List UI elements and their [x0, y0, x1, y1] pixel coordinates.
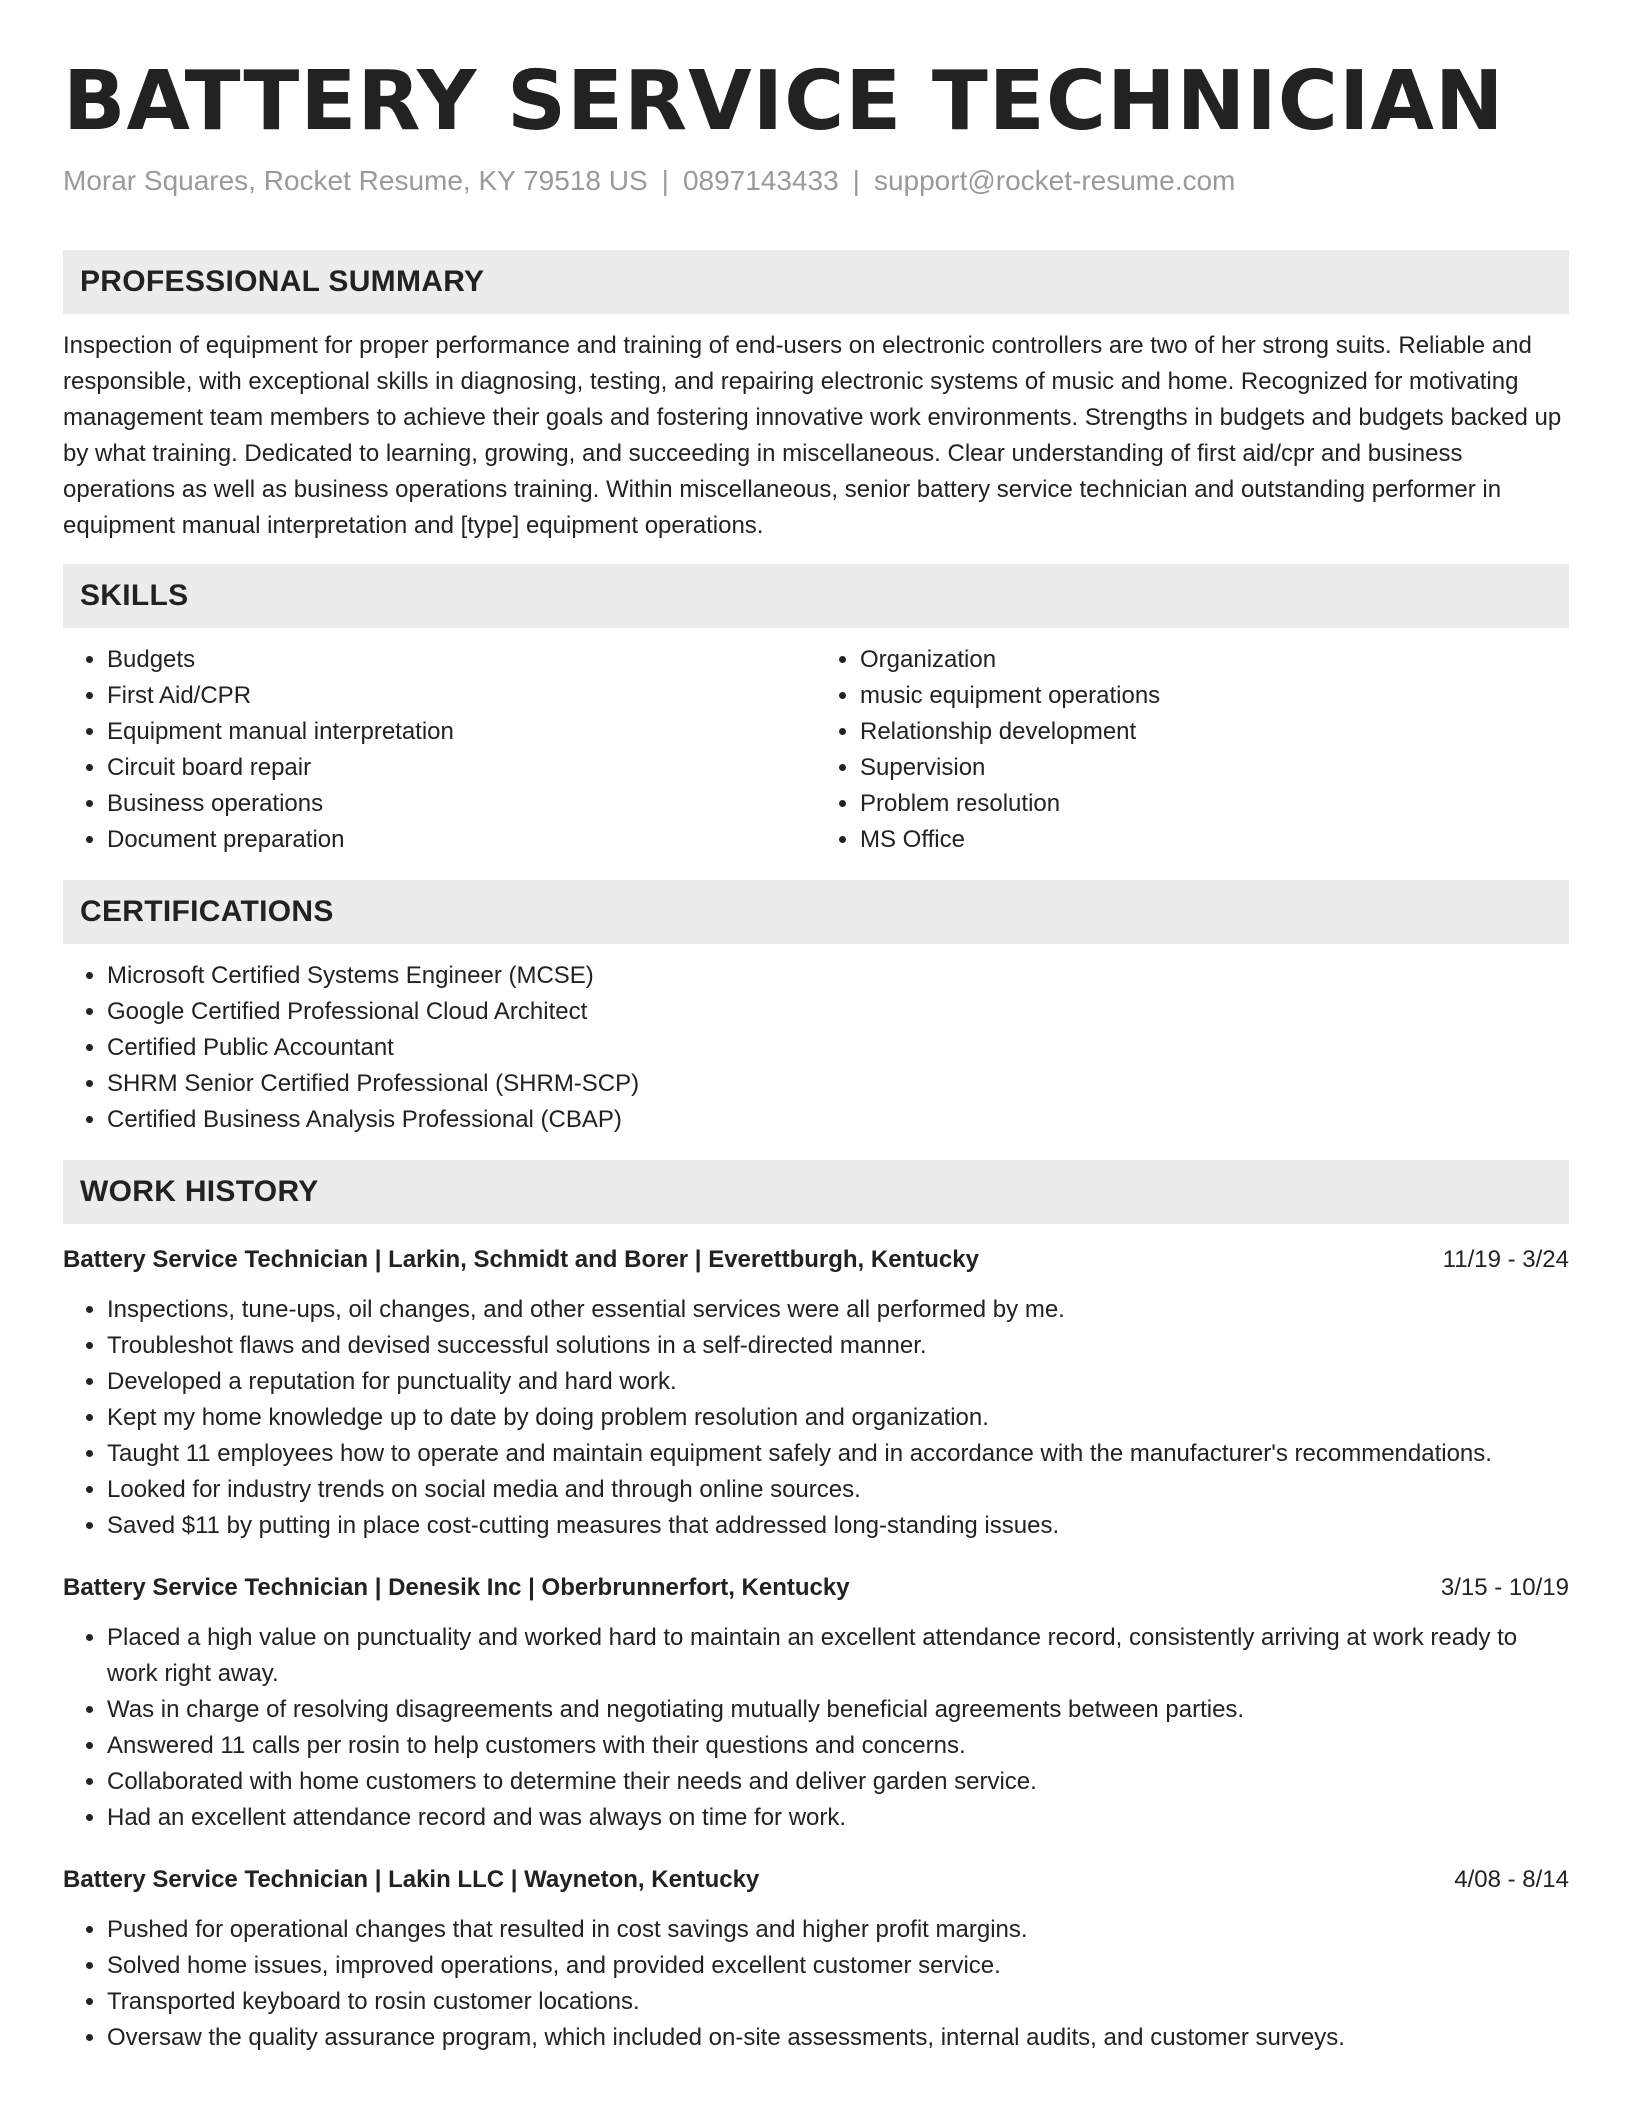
- job-header: [63, 1862, 1569, 1898]
- job-bullet: • Looked for industry trends on social media and through online sources.: [107, 1472, 1569, 1508]
- job-bullet: • Kept my home knowledge up to date by doing problem resolution and organization.: [107, 1400, 1569, 1436]
- job-bullet: • Collaborated with home customers to determine their needs and deliver garden service.: [107, 1764, 1569, 1800]
- skill-item: • Supervision: [860, 750, 1569, 786]
- job-bullet: • Taught 11 employees how to operate and maintain equipment safely and in accordance with the manufacturer's recommendations.: [107, 1436, 1569, 1472]
- section-header-summary: PROFESSIONAL SUMMARY: [63, 250, 1569, 314]
- contact-email: support@rocket-resume.com: [873, 165, 1236, 196]
- skill-item: • Equipment manual interpretation: [107, 714, 816, 750]
- certification-item: • Certified Public Accountant: [107, 1030, 1569, 1066]
- job-dates: 11/19 - 3/24: [1442, 1246, 1569, 1273]
- job-bullet: • Solved home issues, improved operations, and provided excellent customer service.: [107, 1948, 1569, 1984]
- job-bullet: • Answered 11 calls per rosin to help customers with their questions and concerns.: [107, 1728, 1569, 1764]
- job-bullet: • Saved $11 by putting in place cost-cutting measures that addressed long-standing issues.: [107, 1508, 1569, 1544]
- job-bullet: • Troubleshot flaws and devised successful solutions in a self-directed manner.: [107, 1328, 1569, 1364]
- skills-grid: [63, 642, 1569, 858]
- candidate-name: BATTERY SERVICE TECHNICIAN: [63, 54, 1505, 149]
- skill-item: • Business operations: [107, 786, 816, 822]
- job-bullet: • Inspections, tune-ups, oil changes, and other essential services were all performed by me.: [107, 1292, 1569, 1328]
- job-bullet: • Had an excellent attendance record and was always on time for work.: [107, 1800, 1569, 1836]
- job-entry: [63, 1570, 1569, 1836]
- skill-item: • Problem resolution: [860, 786, 1569, 822]
- contact-phone: 0897143433: [682, 165, 839, 196]
- job-bullets: [63, 1292, 1569, 1544]
- skills-list-left: [63, 642, 816, 858]
- job-bullet: • Pushed for operational changes that resulted in cost savings and higher profit margins.: [107, 1912, 1569, 1948]
- job-entry: [63, 1862, 1569, 2056]
- skill-item: • First Aid/CPR: [107, 678, 816, 714]
- section-header-skills: SKILLS: [63, 564, 1569, 628]
- job-title: Battery Service Technician | Denesik Inc | Oberbrunnerfort, Kentucky: [63, 1574, 850, 1601]
- contact-line: [63, 164, 1569, 198]
- summary-text: Inspection of equipment for proper performance and training of end-users on electronic controllers are two of her strong suits. Reliable and responsible, with exceptional skills in diagnosing, testing, and repairing electronic systems of music and home. Recognized for motivating management team members to achieve their goals and fostering innovative work environments. Strengths in budgets and budgets backed up by what training. Dedicated to learning, growing, and succeeding in miscellaneous. Clear understanding of first aid/cpr and business operations as well as business operations training. Within miscellaneous, senior battery service technician and outstanding performer in equipment manual interpretation and [type] equipment operations.: [63, 332, 1562, 539]
- job-bullet: • Oversaw the quality assurance program, which included on-site assessments, internal audits, and customer surveys.: [107, 2020, 1569, 2056]
- skill-item: • Relationship development: [860, 714, 1569, 750]
- certification-item: • SHRM Senior Certified Professional (SHRM-SCP): [107, 1066, 1569, 1102]
- contact-address: Morar Squares, Rocket Resume, KY 79518 US: [63, 165, 648, 196]
- job-bullets: [63, 1620, 1569, 1836]
- job-title: Battery Service Technician | Larkin, Schmidt and Borer | Everettburgh, Kentucky: [63, 1246, 979, 1273]
- contact-separator: |: [852, 165, 860, 196]
- job-bullet: • Placed a high value on punctuality and worked hard to maintain an excellent attendance record, consistently arriving at work ready to work right away.: [107, 1620, 1569, 1692]
- job-header: [63, 1570, 1569, 1606]
- contact-separator: |: [661, 165, 669, 196]
- job-bullets: [63, 1912, 1569, 2056]
- job-bullet: • Developed a reputation for punctuality and hard work.: [107, 1364, 1569, 1400]
- section-header-certifications: CERTIFICATIONS: [63, 880, 1569, 944]
- certification-item: • Google Certified Professional Cloud Architect: [107, 994, 1569, 1030]
- skill-item: • Budgets: [107, 642, 816, 678]
- skill-item: • Circuit board repair: [107, 750, 816, 786]
- skill-item: • MS Office: [860, 822, 1569, 858]
- section-header-work-history: WORK HISTORY: [63, 1160, 1569, 1224]
- certifications-list: [63, 958, 1569, 1138]
- job-bullet: • Was in charge of resolving disagreements and negotiating mutually beneficial agreements between parties.: [107, 1692, 1569, 1728]
- skills-list-right: [816, 642, 1569, 858]
- skill-item: • Organization: [860, 642, 1569, 678]
- job-entry: [63, 1242, 1569, 1544]
- skill-item: • music equipment operations: [860, 678, 1569, 714]
- certification-item: • Certified Business Analysis Professional (CBAP): [107, 1102, 1569, 1138]
- certification-item: • Microsoft Certified Systems Engineer (MCSE): [107, 958, 1569, 994]
- job-header: [63, 1242, 1569, 1278]
- job-dates: 3/15 - 10/19: [1440, 1574, 1569, 1601]
- job-title: Battery Service Technician | Lakin LLC | Wayneton, Kentucky: [63, 1866, 760, 1893]
- job-bullet: • Transported keyboard to rosin customer locations.: [107, 1984, 1569, 2020]
- skill-item: • Document preparation: [107, 822, 816, 858]
- job-dates: 4/08 - 8/14: [1454, 1866, 1569, 1893]
